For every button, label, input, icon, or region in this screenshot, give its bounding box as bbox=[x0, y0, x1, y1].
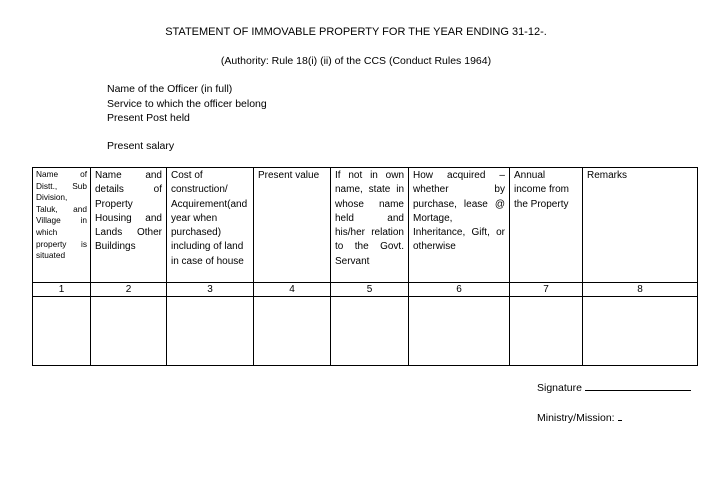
table-header-row bbox=[33, 168, 698, 283]
header-cell-how-acquired: How acquired – whether by purchase, lease @ Mortage, Inheritance, Gift, or otherwise bbox=[409, 168, 510, 283]
table-entry-row bbox=[33, 297, 698, 366]
column-number: 2 bbox=[91, 283, 167, 297]
column-number: 6 bbox=[409, 283, 510, 297]
entry-cell[interactable] bbox=[91, 297, 167, 366]
officer-service-label: Service to which the officer belong bbox=[107, 97, 267, 110]
column-number: 5 bbox=[331, 283, 409, 297]
officer-salary-label: Present salary bbox=[107, 140, 175, 152]
officer-fields bbox=[107, 82, 267, 126]
entry-cell[interactable] bbox=[331, 297, 409, 366]
entry-cell[interactable] bbox=[33, 297, 91, 366]
ministry-blank[interactable] bbox=[618, 411, 622, 421]
property-table bbox=[32, 167, 698, 366]
entry-cell[interactable] bbox=[583, 297, 698, 366]
header-cell-location: Name of Distt., Sub Division, Taluk, and Village in which property is situated bbox=[33, 168, 91, 283]
column-number: 8 bbox=[583, 283, 698, 297]
signature-label: Signature bbox=[537, 382, 582, 394]
header-cell-annual-income: Annual income from the Property bbox=[510, 168, 583, 283]
header-cell-present-value: Present value bbox=[254, 168, 331, 283]
ministry-line bbox=[537, 411, 622, 424]
column-number: 7 bbox=[510, 283, 583, 297]
entry-cell[interactable] bbox=[510, 297, 583, 366]
header-cell-remarks: Remarks bbox=[583, 168, 698, 283]
header-cell-cost: Cost of construction/ Acquirement(and year when purchased) including of land in case of house bbox=[167, 168, 254, 283]
column-number-row bbox=[33, 283, 698, 297]
document-title: STATEMENT OF IMMOVABLE PROPERTY FOR THE YEAR ENDING 31-12-. bbox=[165, 26, 547, 38]
entry-cell[interactable] bbox=[254, 297, 331, 366]
entry-cell[interactable] bbox=[409, 297, 510, 366]
header-cell-property-details: Name and details of Property Housing and Lands Other Buildings bbox=[91, 168, 167, 283]
authority-line: (Authority: Rule 18(i) (ii) of the CCS (Conduct Rules 1964) bbox=[220, 55, 492, 67]
signature-blank[interactable] bbox=[585, 381, 691, 391]
signature-line bbox=[537, 381, 691, 394]
column-number: 4 bbox=[254, 283, 331, 297]
header-cell-owner-name: If not in own name, state in whose name held and his/her relation to the Govt. Servant bbox=[331, 168, 409, 283]
officer-post-label: Present Post held bbox=[107, 112, 190, 124]
entry-cell[interactable] bbox=[167, 297, 254, 366]
officer-name-label: Name of the Officer (in full) bbox=[107, 83, 233, 95]
column-number: 3 bbox=[167, 283, 254, 297]
ministry-label: Ministry/Mission: bbox=[537, 412, 615, 424]
column-number: 1 bbox=[33, 283, 91, 297]
